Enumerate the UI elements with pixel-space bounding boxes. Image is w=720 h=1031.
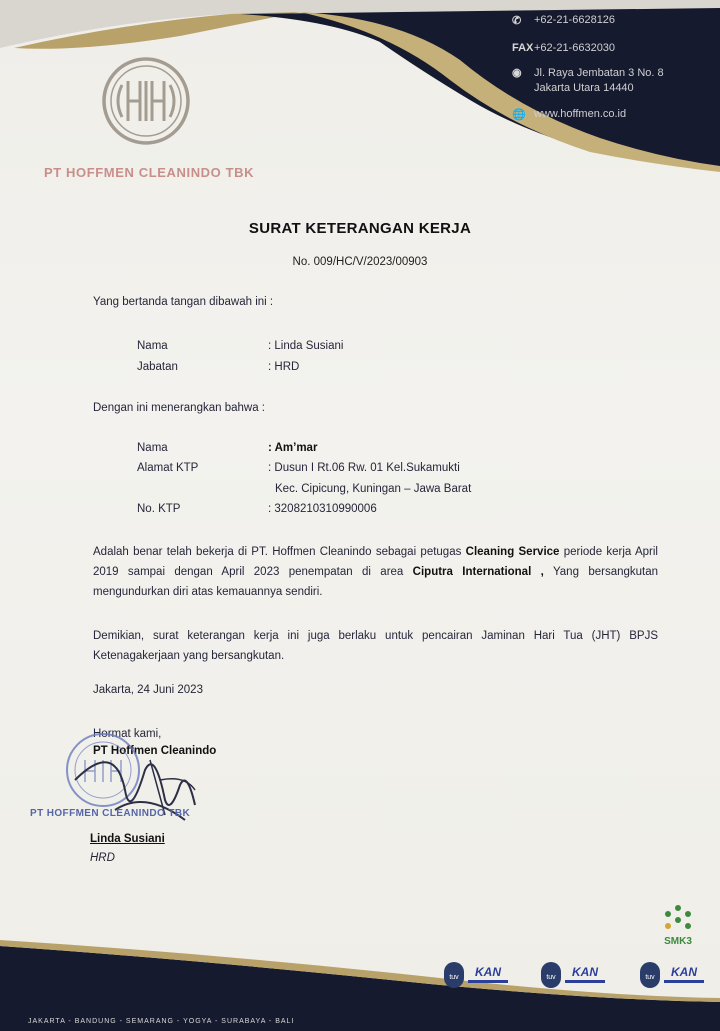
employee-address-line1: : Dusun I Rt.06 Rw. 01 Kel.Sukamukti <box>268 462 460 474</box>
footer-cities: JAKARTA - BANDUNG - SEMARANG - YOGYA - SURABAYA - BALI <box>28 1018 295 1025</box>
stamp-and-signature <box>55 730 255 840</box>
cert-badge-2 <box>541 958 607 992</box>
employment-paragraph <box>93 542 658 602</box>
letter-number: No. 009/HC/V/2023/00903 <box>292 256 428 268</box>
employee-address-label: Alamat KTP <box>137 462 199 474</box>
signer-position-value: : HRD <box>268 361 300 373</box>
phone-contact <box>512 10 712 30</box>
closing-greeting: Hormat kami, <box>93 728 162 740</box>
cert-kan-label-2: KAN <box>572 965 598 979</box>
signer-position-label: Jabatan <box>137 361 178 373</box>
closing-paragraph: Demikian, surat keterangan kerja ini juga berlaku untuk pencairan Jaminan Hari Tua (JHT) BPJS Ketenagakerjaan yang bersangkutan. <box>93 630 658 662</box>
phone-icon: ✆ <box>512 14 522 27</box>
para1-bold-location: Ciputra International , <box>412 566 544 578</box>
place-date: Jakarta, 24 Juni 2023 <box>93 684 203 696</box>
signer-name-value: : Linda Susiani <box>268 340 344 352</box>
phone-text: +62-21-6628126 <box>534 14 616 26</box>
statement-text: Dengan ini menerangkan bahwa : <box>93 402 265 414</box>
employee-name-label: Nama <box>137 442 168 454</box>
signer-title-signature: HRD <box>90 852 115 864</box>
cert-tuv-label-2: tuv <box>546 974 556 981</box>
cert-kan-label-1: KAN <box>475 965 501 979</box>
address-contact <box>512 66 712 102</box>
cert-tuv-label-3: tuv <box>645 974 655 981</box>
smk3-label: SMK3 <box>664 936 692 947</box>
employee-ktp-label: No. KTP <box>137 503 181 515</box>
fax-text: +62-21-6632030 <box>534 42 616 54</box>
cert-badge-1 <box>444 958 510 992</box>
para1-text-3: Yang bersangkutan mengundurkan diri atas kemauannya sendiri. <box>93 566 659 598</box>
intro-text: Yang bertanda tangan dibawah ini : <box>93 296 274 308</box>
employee-ktp-value: : 3208210310990006 <box>268 503 377 515</box>
letter-title: SURAT KETERANGAN KERJA <box>248 220 472 237</box>
para1-bold-role: Cleaning Service <box>465 546 560 558</box>
employee-name-value: : Am’mar <box>268 442 318 454</box>
company-name: PT HOFFMEN CLEANINDO TBK <box>44 165 255 180</box>
cert-kan-label-3: KAN <box>671 965 697 979</box>
globe-icon: 🌐 <box>512 108 526 121</box>
fax-label: FAX <box>512 42 534 54</box>
para1-text-2: periode kerja April 2019 sampai dengan April 2023 penempatan di area <box>93 546 658 578</box>
cert-tuv-label-1: tuv <box>449 974 459 981</box>
signer-name-signature: Linda Susiani <box>90 833 165 845</box>
para1-text-1: Adalah benar telah bekerja di PT. Hoffmen Cleanindo sebagai petugas <box>93 546 466 558</box>
stamp-company-text: PT HOFFMEN CLEANINDO TBK <box>30 808 191 819</box>
cert-badge-3 <box>640 958 710 992</box>
employee-address-line2: Kec. Cipicung, Kuningan – Jawa Barat <box>275 483 472 495</box>
address-line2: Jakarta Utara 14440 <box>534 82 634 94</box>
website-contact <box>512 104 712 124</box>
closing-company: PT Hoffmen Cleanindo <box>93 745 217 757</box>
signer-name-label: Nama <box>137 340 168 352</box>
website-text: www.hoffmen.co.id <box>534 108 627 120</box>
fax-contact <box>512 38 712 58</box>
location-pin-icon: ◉ <box>512 67 522 79</box>
company-logo <box>100 55 192 147</box>
address-line1: Jl. Raya Jembatan 3 No. 8 <box>534 67 664 79</box>
